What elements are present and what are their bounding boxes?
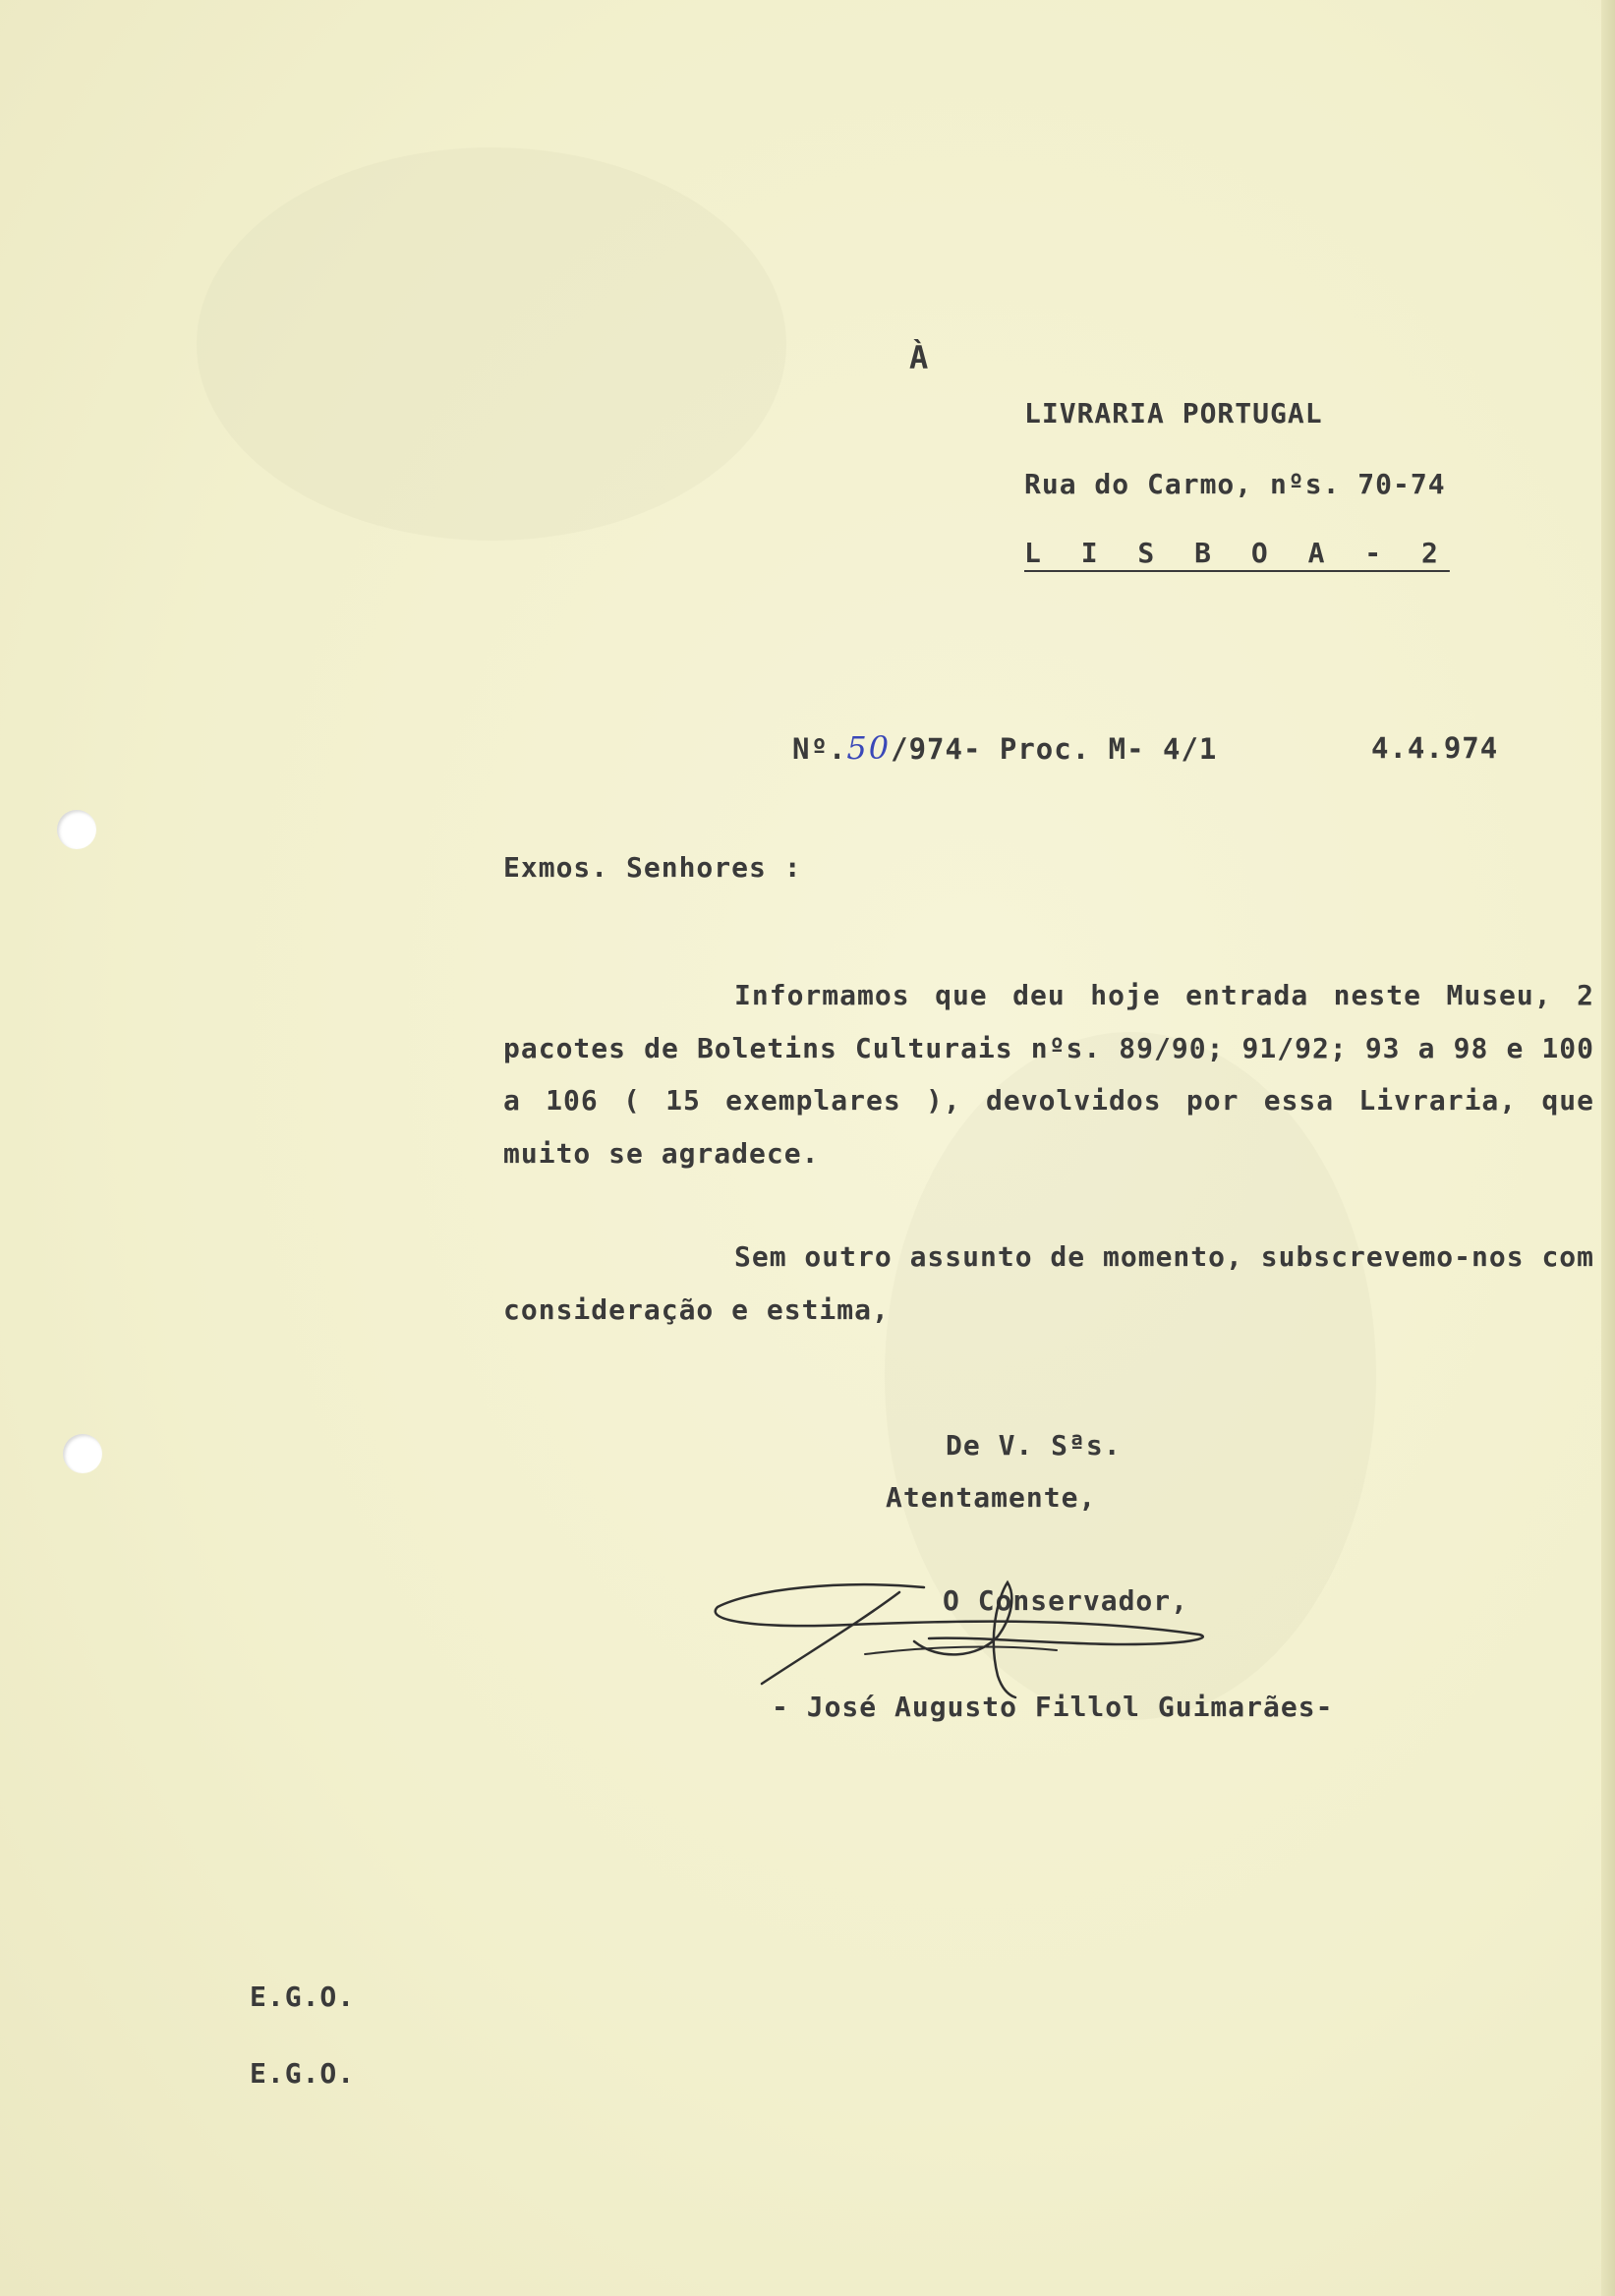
recipient-name: LIVRARIA PORTUGAL bbox=[1024, 397, 1323, 430]
signer-name: - José Augusto Fillol Guimarães- bbox=[772, 1691, 1334, 1723]
closing-regards: Atentamente, bbox=[886, 1481, 1097, 1514]
body-paragraph: Informamos que deu hoje entrada neste Museu, 2 pacotes de Boletins Culturais nºs. 89/90; 91/92; 93 a 98 e 100 a 106 ( 15 exemplares ), devolvidos por essa Livraria, que muito se agradece. bbox=[503, 979, 1594, 1170]
typist-initials: E.G.O. bbox=[250, 2057, 356, 2090]
letter-body bbox=[503, 969, 1594, 1336]
reference-line bbox=[792, 729, 1217, 767]
punch-hole bbox=[63, 1434, 102, 1473]
punch-hole bbox=[57, 810, 96, 849]
signer-title: O Conservador, bbox=[943, 1584, 1189, 1617]
handwritten-signature bbox=[703, 1568, 1214, 1705]
recipient-street: Rua do Carmo, nºs. 70-74 bbox=[1024, 468, 1446, 500]
paper-edge bbox=[1601, 0, 1615, 2296]
recipient-prefix: À bbox=[909, 339, 930, 376]
paper-stain bbox=[197, 147, 786, 541]
body-paragraph: Sem outro assunto de momento, subscrevemo-nos com consideração e estima, bbox=[503, 1240, 1595, 1326]
reference-suffix: /974- Proc. M- 4/1 bbox=[891, 732, 1218, 766]
reference-prefix: Nº. bbox=[792, 732, 847, 766]
letter-date: 4.4.974 bbox=[1371, 731, 1499, 765]
closing-formula: De V. Sªs. bbox=[946, 1429, 1122, 1462]
recipient-city: L I S B O A - 2 bbox=[1024, 537, 1450, 569]
typist-initials: E.G.O. bbox=[250, 1980, 356, 2013]
salutation: Exmos. Senhores : bbox=[503, 851, 802, 884]
handwritten-number: 50 bbox=[846, 729, 892, 767]
